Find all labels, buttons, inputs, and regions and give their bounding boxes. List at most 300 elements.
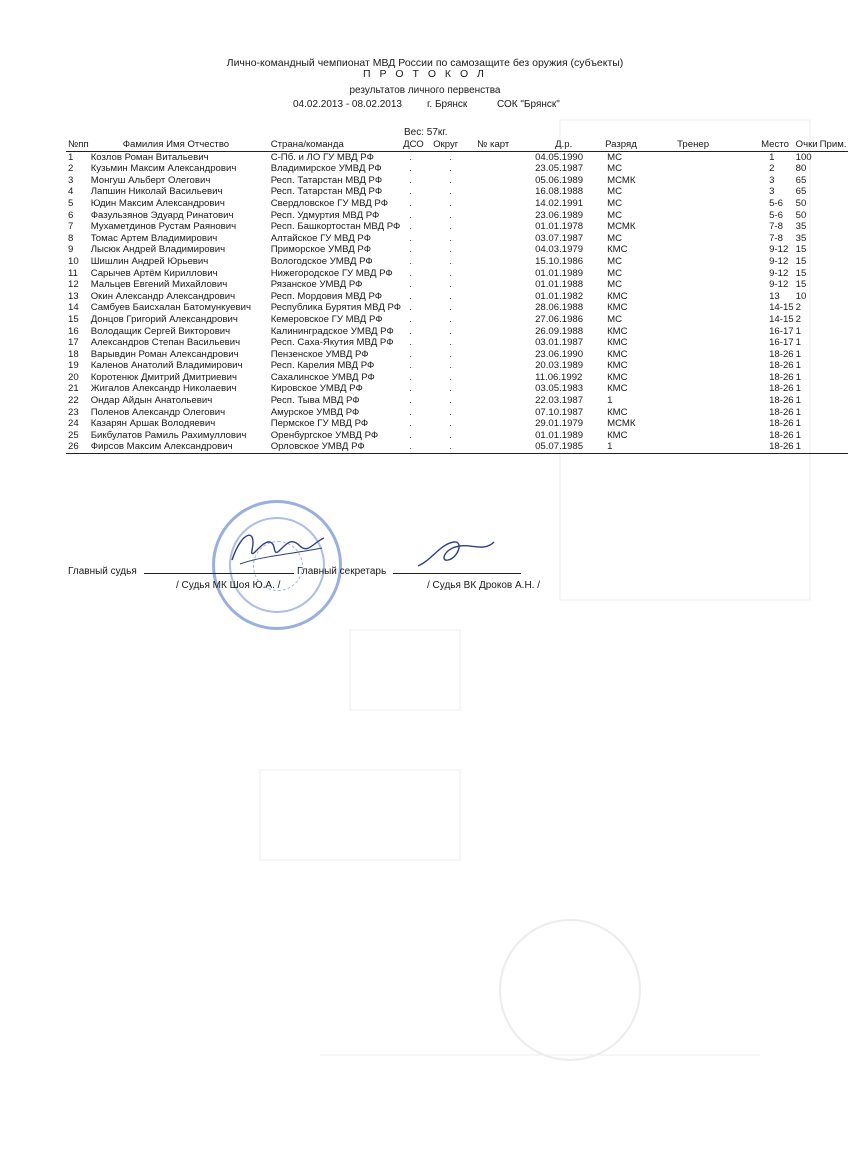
cell-dob: 05.07.1985: [535, 441, 584, 453]
cell-team: С-Пб. и ЛО ГУ МВД РФ: [270, 151, 374, 163]
cell-place: 18-26: [769, 418, 794, 430]
table-row: [66, 349, 848, 361]
chief-secretary-name: / Судья ВК Дроков А.Н. /: [427, 580, 540, 591]
cell-note: [818, 418, 848, 430]
cell-rank: КМС: [607, 371, 628, 383]
cell-dso: .: [409, 232, 412, 244]
cell-name: Бикбулатов Рамиль Рахимуллович: [90, 429, 247, 441]
protocol-heading: П Р О Т О К О Л: [363, 68, 487, 80]
table-row: [66, 198, 848, 210]
cell-num: 1: [68, 151, 74, 163]
cell-points: 100: [795, 151, 812, 163]
cell-dso: .: [409, 325, 412, 337]
cell-rank: КМС: [607, 429, 628, 441]
table-row: [66, 302, 848, 314]
cell-note: [818, 186, 848, 198]
cell-okrug: .: [449, 360, 452, 372]
table-row: [66, 383, 848, 395]
col-header-dob: Д.р.: [555, 139, 573, 150]
cell-num: 14: [68, 302, 79, 314]
cell-team: Пермское ГУ МВД РФ: [270, 418, 369, 430]
cell-points: 1: [795, 337, 801, 349]
cell-team: Нижегородское ГУ МВД РФ: [270, 267, 393, 279]
cell-okrug: .: [449, 174, 452, 186]
cell-card: [475, 186, 527, 198]
cell-note: [818, 407, 848, 419]
cell-points: 65: [795, 186, 807, 198]
table-row: [66, 256, 848, 268]
cell-points: 1: [795, 406, 801, 418]
table-row: [66, 337, 848, 349]
cell-rank: КМС: [607, 348, 628, 360]
cell-name: Александров Степан Васильевич: [90, 337, 241, 349]
chief-judge-label: Главный судья: [68, 566, 137, 577]
cell-place: 18-26: [769, 406, 794, 418]
cell-card: [475, 291, 527, 303]
cell-points: 1: [795, 418, 801, 430]
cell-name: Окин Александр Александрович: [90, 290, 236, 302]
cell-coach: [647, 210, 747, 222]
cell-dso: .: [409, 383, 412, 395]
cell-dob: 04.05.1990: [535, 151, 584, 163]
cell-note: [818, 430, 848, 442]
cell-points: 15: [795, 255, 807, 267]
cell-dob: 01.01.1982: [535, 290, 584, 302]
cell-card: [475, 151, 527, 163]
cell-card: [475, 244, 527, 256]
cell-coach: [647, 198, 747, 210]
col-header-note: Прим.: [819, 139, 847, 150]
cell-team: Свердловское ГУ МВД РФ: [270, 197, 389, 209]
cell-dob: 03.05.1983: [535, 383, 584, 395]
cell-coach: [647, 221, 747, 233]
table-row: [66, 441, 848, 453]
cell-team: Вологодское УМВД РФ: [270, 255, 373, 267]
cell-place: 18-26: [769, 429, 794, 441]
cell-note: [818, 175, 848, 187]
protocol-subtitle: результатов личного первенства: [349, 85, 501, 96]
cell-team: Орловское УМВД РФ: [270, 441, 365, 453]
cell-note: [818, 151, 848, 163]
cell-rank: МС: [607, 151, 622, 163]
cell-coach: [647, 233, 747, 245]
chief-secretary-label: Главный секретарь: [297, 566, 387, 577]
cell-dso: .: [409, 302, 412, 314]
cell-num: 24: [68, 418, 79, 430]
cell-team: Кировское УМВД РФ: [270, 383, 363, 395]
cell-num: 6: [68, 209, 74, 221]
cell-coach: [647, 326, 747, 338]
cell-note: [818, 198, 848, 210]
cell-card: [475, 221, 527, 233]
cell-rank: МС: [607, 313, 622, 325]
cell-rank: МС: [607, 163, 622, 175]
table-row: [66, 163, 848, 175]
cell-note: [818, 256, 848, 268]
cell-points: 35: [795, 221, 807, 233]
cell-place: 14-15: [769, 313, 794, 325]
cell-rank: КМС: [607, 290, 628, 302]
cell-points: 1: [795, 395, 801, 407]
cell-points: 50: [795, 197, 807, 209]
cell-coach: [647, 291, 747, 303]
cell-points: 2: [795, 313, 801, 325]
chief-judge-line: [144, 563, 294, 574]
cell-rank: МС: [607, 186, 622, 198]
cell-note: [818, 279, 848, 291]
cell-dob: 26.09.1988: [535, 325, 584, 337]
cell-name: Донцов Григорий Александрович: [90, 313, 238, 325]
cell-num: 10: [68, 255, 79, 267]
cell-place: 9-12: [769, 279, 789, 291]
cell-dso: .: [409, 371, 412, 383]
cell-points: 80: [795, 163, 807, 175]
cell-card: [475, 407, 527, 419]
cell-place: 9-12: [769, 255, 789, 267]
cell-place: 18-26: [769, 360, 794, 372]
cell-place: 7-8: [769, 221, 783, 233]
col-header-name: Фамилия Имя Отчество: [122, 139, 230, 150]
cell-team: Респ. Татарстан МВД РФ: [270, 174, 383, 186]
cell-note: [818, 221, 848, 233]
cell-coach: [647, 372, 747, 384]
cell-card: [475, 268, 527, 280]
cell-rank: МС: [607, 197, 622, 209]
cell-num: 7: [68, 221, 74, 233]
cell-place: 2: [769, 163, 775, 175]
cell-dob: 14.02.1991: [535, 197, 584, 209]
cell-coach: [647, 151, 747, 163]
cell-team: Пензенское УМВД РФ: [270, 348, 369, 360]
cell-dso: .: [409, 441, 412, 453]
cell-note: [818, 210, 848, 222]
cell-name: Лапшин Николай Васильевич: [90, 186, 223, 198]
cell-coach: [647, 175, 747, 187]
cell-num: 19: [68, 360, 79, 372]
cell-dob: 01.01.1989: [535, 267, 584, 279]
cell-dso: .: [409, 163, 412, 175]
cell-team: Респ. Татарстан МВД РФ: [270, 186, 383, 198]
table-row: [66, 210, 848, 222]
chief-secretary-row: [297, 563, 521, 577]
table-row: [66, 430, 848, 442]
cell-dso: .: [409, 209, 412, 221]
cell-team: Алтайское ГУ МВД РФ: [270, 232, 371, 244]
cell-card: [475, 279, 527, 291]
cell-place: 3: [769, 186, 775, 198]
cell-dob: 27.06.1986: [535, 313, 584, 325]
cell-points: 50: [795, 209, 807, 221]
cell-points: 2: [795, 302, 801, 314]
cell-card: [475, 233, 527, 245]
cell-coach: [647, 302, 747, 314]
cell-num: 9: [68, 244, 74, 256]
cell-place: 16-17: [769, 325, 794, 337]
cell-okrug: .: [449, 383, 452, 395]
cell-place: 3: [769, 174, 775, 186]
cell-note: [818, 314, 848, 326]
cell-points: 15: [795, 244, 807, 256]
cell-name: Монгуш Альберт Олегович: [90, 174, 211, 186]
cell-name: Шишлин Андрей Юрьевич: [90, 255, 209, 267]
cell-place: 5-6: [769, 209, 783, 221]
cell-dso: .: [409, 221, 412, 233]
cell-card: [475, 163, 527, 175]
table-row: [66, 221, 848, 233]
cell-card: [475, 349, 527, 361]
table-row: [66, 279, 848, 291]
cell-dob: 20.03.1989: [535, 360, 584, 372]
cell-okrug: .: [449, 267, 452, 279]
cell-num: 15: [68, 313, 79, 325]
cell-coach: [647, 279, 747, 291]
cell-dob: 01.01.1978: [535, 221, 584, 233]
cell-okrug: .: [449, 302, 452, 314]
cell-note: [818, 326, 848, 338]
col-header-points: Очки: [795, 139, 818, 150]
cell-card: [475, 383, 527, 395]
cell-okrug: .: [449, 290, 452, 302]
cell-points: 15: [795, 279, 807, 291]
cell-dob: 23.06.1989: [535, 209, 584, 221]
col-header-dso: ДСО: [403, 139, 424, 150]
cell-points: 15: [795, 267, 807, 279]
cell-team: Респ. Саха-Якутия МВД РФ: [270, 337, 394, 349]
cell-team: Респ. Тыва МВД РФ: [270, 395, 360, 407]
col-header-okrug: Округ: [433, 139, 459, 150]
cell-dob: 03.07.1987: [535, 232, 584, 244]
table-row: [66, 268, 848, 280]
cell-okrug: .: [449, 255, 452, 267]
cell-name: Фазульзянов Эдуард Ринатович: [90, 209, 234, 221]
cell-team: Респ. Мордовия МВД РФ: [270, 290, 383, 302]
table-row: [66, 326, 848, 338]
col-header-num: №пп: [68, 139, 89, 150]
cell-coach: [647, 418, 747, 430]
cell-dob: 04.03.1979: [535, 244, 584, 256]
cell-card: [475, 175, 527, 187]
cell-dso: .: [409, 197, 412, 209]
cell-dob: 15.10.1986: [535, 255, 584, 267]
col-header-rank: Разряд: [605, 139, 637, 150]
cell-okrug: .: [449, 221, 452, 233]
cell-points: 35: [795, 232, 807, 244]
results-body: [66, 151, 848, 453]
cell-rank: МСМК: [607, 174, 636, 186]
cell-place: 13: [769, 290, 780, 302]
cell-dso: .: [409, 244, 412, 256]
cell-okrug: .: [449, 441, 452, 453]
cell-rank: 1: [607, 441, 613, 453]
cell-dso: .: [409, 337, 412, 349]
cell-card: [475, 372, 527, 384]
cell-okrug: .: [449, 209, 452, 221]
cell-card: [475, 441, 527, 453]
table-row: [66, 175, 848, 187]
cell-place: 14-15: [769, 302, 794, 314]
cell-num: 11: [68, 267, 78, 279]
cell-coach: [647, 163, 747, 175]
cell-num: 2: [68, 163, 74, 175]
cell-coach: [647, 268, 747, 280]
cell-points: 1: [795, 371, 801, 383]
cell-note: [818, 441, 848, 453]
cell-num: 13: [68, 290, 79, 302]
cell-num: 4: [68, 186, 74, 198]
cell-okrug: .: [449, 371, 452, 383]
table-row: [66, 186, 848, 198]
cell-points: 1: [795, 429, 801, 441]
cell-dso: .: [409, 313, 412, 325]
cell-okrug: .: [449, 186, 452, 198]
cell-dob: 23.05.1987: [535, 163, 584, 175]
cell-place: 5-6: [769, 197, 783, 209]
cell-place: 18-26: [769, 348, 794, 360]
cell-num: 16: [68, 325, 79, 337]
col-header-card: № карт: [477, 139, 510, 150]
cell-dob: 01.01.1989: [535, 429, 584, 441]
cell-name: Каленов Анатолий Владимирович: [90, 360, 243, 372]
cell-place: 9-12: [769, 267, 789, 279]
cell-okrug: .: [449, 163, 452, 175]
cell-points: 1: [795, 441, 801, 453]
col-header-coach: Тренер: [677, 139, 710, 150]
table-row: [66, 244, 848, 256]
cell-rank: КМС: [607, 360, 628, 372]
cell-rank: МС: [607, 279, 622, 291]
cell-dob: 11.06.1992: [535, 371, 583, 383]
cell-dso: .: [409, 406, 412, 418]
cell-rank: КМС: [607, 383, 628, 395]
cell-coach: [647, 407, 747, 419]
cell-rank: МС: [607, 255, 622, 267]
cell-num: 21: [68, 383, 79, 395]
cell-num: 26: [68, 441, 79, 453]
cell-num: 17: [68, 337, 79, 349]
cell-rank: КМС: [607, 325, 628, 337]
cell-num: 5: [68, 197, 74, 209]
cell-name: Варывдин Роман Александрович: [90, 348, 239, 360]
cell-card: [475, 314, 527, 326]
cell-note: [818, 291, 848, 303]
cell-coach: [647, 430, 747, 442]
cell-dob: 29.01.1979: [535, 418, 584, 430]
cell-card: [475, 395, 527, 407]
cell-coach: [647, 186, 747, 198]
cell-coach: [647, 360, 747, 372]
cell-name: Юдин Максим Александрович: [90, 197, 225, 209]
col-header-place: Место: [761, 139, 789, 150]
cell-okrug: .: [449, 232, 452, 244]
cell-dob: 07.10.1987: [535, 406, 584, 418]
cell-team: Респ. Карелия МВД РФ: [270, 360, 375, 372]
cell-okrug: .: [449, 395, 452, 407]
cell-note: [818, 302, 848, 314]
cell-num: 8: [68, 232, 74, 244]
cell-points: 1: [795, 360, 801, 372]
cell-name: Мухаметдинов Рустам Раянович: [90, 221, 237, 233]
cell-okrug: .: [449, 313, 452, 325]
results-table: [66, 139, 848, 454]
cell-num: 23: [68, 406, 79, 418]
cell-team: Приморское УМВД РФ: [270, 244, 372, 256]
protocol-header: [0, 58, 850, 96]
cell-dob: 05.06.1989: [535, 174, 584, 186]
cell-okrug: .: [449, 279, 452, 291]
cell-card: [475, 210, 527, 222]
cell-num: 20: [68, 371, 79, 383]
chief-secretary-line: [393, 563, 521, 574]
cell-rank: МСМК: [607, 221, 636, 233]
cell-okrug: .: [449, 348, 452, 360]
cell-dob: 16.08.1988: [535, 186, 584, 198]
cell-team: Респ. Башкортостан МВД РФ: [270, 221, 401, 233]
cell-name: Ондар Айдын Анатольевич: [90, 395, 213, 407]
cell-coach: [647, 441, 747, 453]
cell-team: Владимирское УМВД РФ: [270, 163, 382, 175]
cell-rank: МС: [607, 209, 622, 221]
cell-points: 1: [795, 383, 801, 395]
cell-okrug: .: [449, 197, 452, 209]
table-row: [66, 151, 848, 163]
table-row: [66, 395, 848, 407]
cell-okrug: .: [449, 406, 452, 418]
cell-note: [818, 349, 848, 361]
cell-card: [475, 337, 527, 349]
cell-dob: 28.06.1988: [535, 302, 584, 314]
cell-okrug: .: [449, 337, 452, 349]
cell-card: [475, 256, 527, 268]
cell-dso: .: [409, 267, 412, 279]
cell-place: 18-26: [769, 371, 794, 383]
cell-team: Оренбургское УМВД РФ: [270, 429, 379, 441]
table-row: [66, 418, 848, 430]
cell-dob: 01.01.1988: [535, 279, 584, 291]
table-row: [66, 314, 848, 326]
table-row: [66, 291, 848, 303]
table-row: [66, 372, 848, 384]
cell-card: [475, 198, 527, 210]
cell-rank: МС: [607, 267, 622, 279]
cell-team: Кемеровское ГУ МВД РФ: [270, 313, 383, 325]
cell-place: 7-8: [769, 232, 783, 244]
cell-dso: .: [409, 290, 412, 302]
cell-name: Жигалов Александр Николаевич: [90, 383, 237, 395]
cell-name: Козлов Роман Витальевич: [90, 151, 209, 163]
cell-points: 65: [795, 174, 807, 186]
weight-category: Вес: 57кг.: [404, 127, 448, 138]
table-header-row: [66, 139, 848, 151]
cell-team: Рязанское УМВД РФ: [270, 279, 363, 291]
cell-dso: .: [409, 429, 412, 441]
cell-okrug: .: [449, 325, 452, 337]
cell-place: 1: [769, 151, 775, 163]
cell-note: [818, 337, 848, 349]
cell-note: [818, 372, 848, 384]
cell-place: 18-26: [769, 441, 794, 453]
cell-dso: .: [409, 418, 412, 430]
col-header-team: Страна/команда: [270, 139, 344, 150]
cell-note: [818, 268, 848, 280]
cell-name: Коротенюк Дмитрий Дмитриевич: [90, 371, 237, 383]
cell-num: 22: [68, 395, 79, 407]
cell-num: 25: [68, 429, 79, 441]
cell-place: 9-12: [769, 244, 789, 256]
cell-name: Сарычев Артём Кириллович: [90, 267, 218, 279]
cell-note: [818, 244, 848, 256]
cell-rank: КМС: [607, 302, 628, 314]
cell-card: [475, 360, 527, 372]
